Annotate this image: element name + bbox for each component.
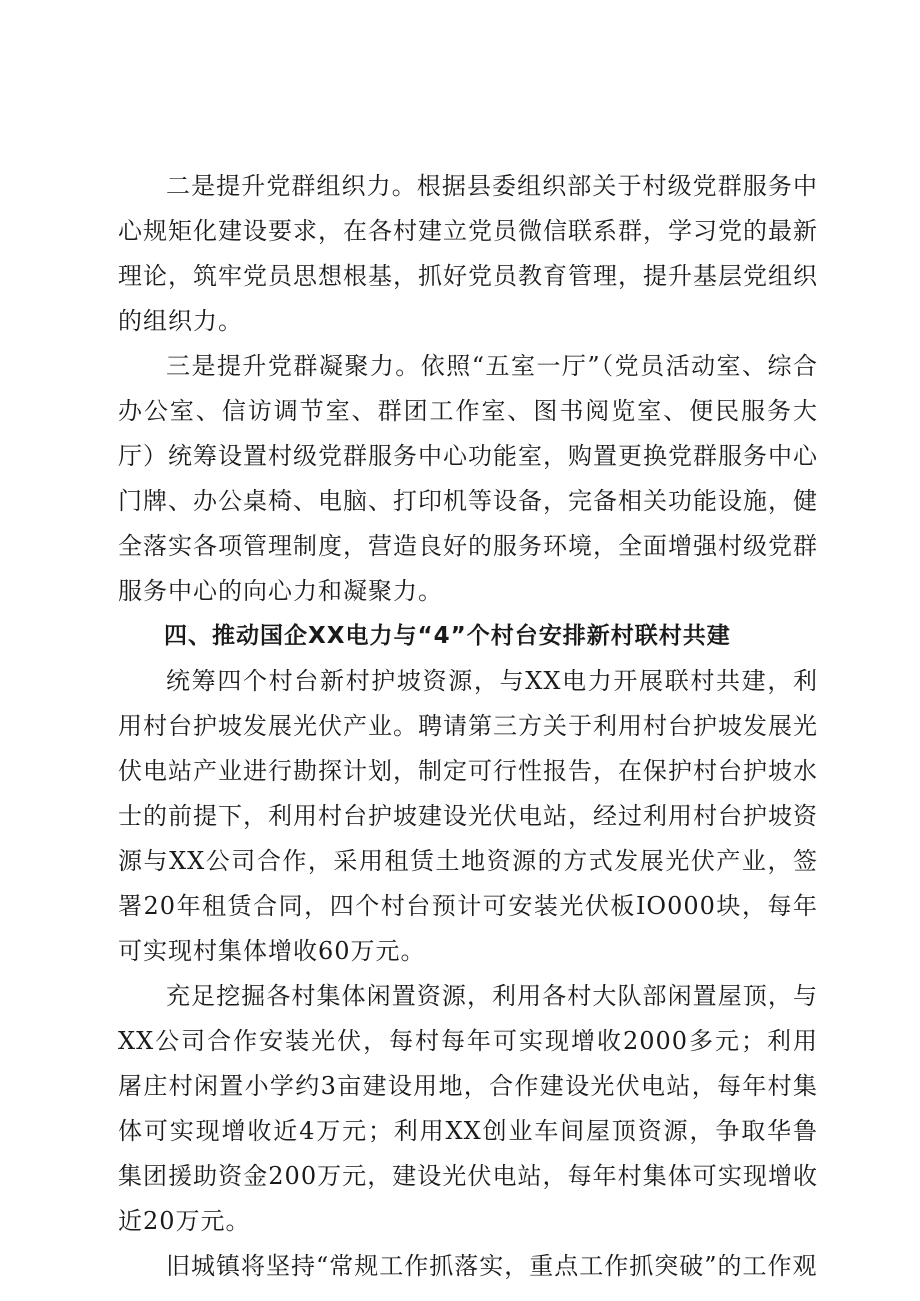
paragraph-solar-slope: 统筹四个村台新村护坡资源，与XX电力开展联村共建，利用村台护坡发展光伏产业。聘请第三方关于利用村台护坡发展光伏电站产业进行勘探计划，制定可行性报告，在保护村台护坡水士的前提下，利用村台护坡建设光伏电站，经过利用村台护坡资源与XX公司合作，采用租赁土地资源的方式发展光伏产业，签署20年租赁合同，四个村台预计可安装光伏板IO000块，每年可实现村集体增收60万元。 bbox=[118, 667, 818, 965]
paragraph-closing: 旧城镇将坚持“常规工作抓落实，重点工作抓突破”的工作观 bbox=[166, 1252, 818, 1280]
paragraph-cohesion: 三是提升党群凝聚力。依照“五室一厅”（党员活动室、综合办公室、信访调节室、群团工作室、图书阅览室、便民服务大厅）统筹设置村级党群服务中心功能室，购置更换党群服务中心门牌、办公桌椅、电脑、打印机等设备，完备相关功能设施，健全落实各项管理制度，营造良好的服务环境，全面增强村级党群服务中心的向心力和凝聚力。 bbox=[118, 352, 818, 605]
paragraph-organization: 二是提升党群组织力。根据县委组织部关于村级党群服务中心规矩化建设要求，在各村建立党员微信联系群，学习党的最新理论，筑牢党员思想根基，抓好党员教育管理，提升基层党组织的组织力。 bbox=[118, 172, 818, 335]
document-body bbox=[118, 164, 818, 1289]
paragraph-idle-resources: 充足挖掘各村集体闲置资源，利用各村大队部闲置屋顶，与XX公司合作安装光伏，每村每年可实现增收2000多元；利用屠庄村闲置小学约3亩建设用地，合作建设光伏电站，每年村集体可实现增收近4万元；利用XX创业车间屋顶资源，争取华鲁集团援助资金200万元，建设光伏电站，每年村集体可实现增收近20万元。 bbox=[118, 982, 818, 1235]
section-heading-four: 四、推动国企XX电力与“4”个村台安排新村联村共建 bbox=[164, 623, 731, 649]
